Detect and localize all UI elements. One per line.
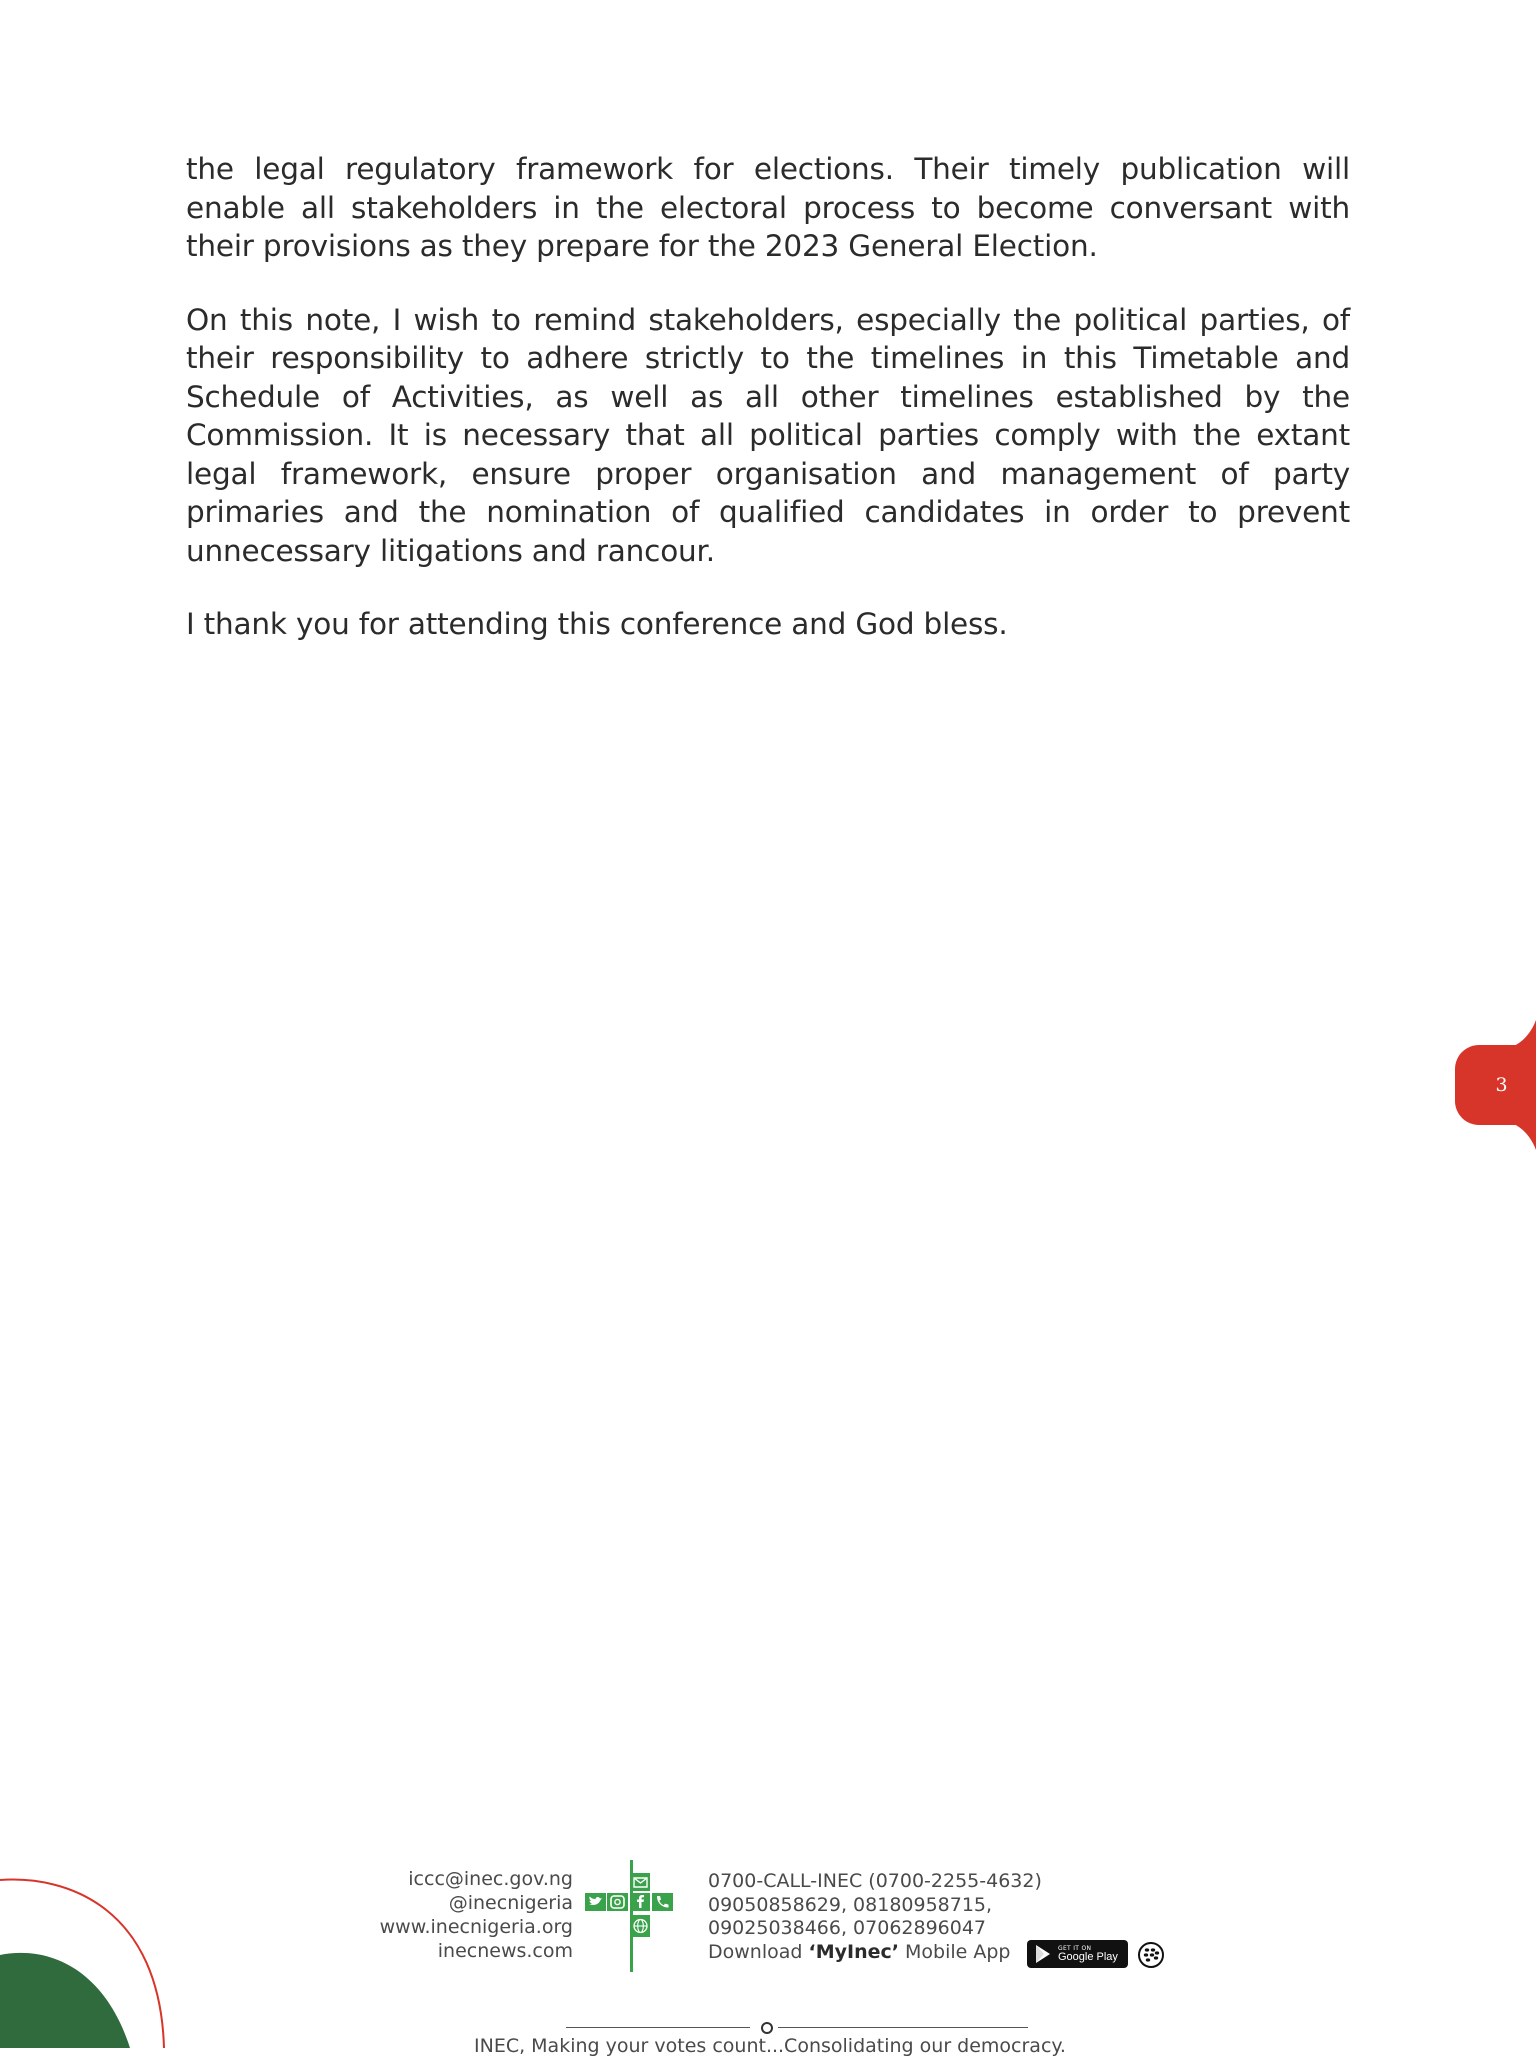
app-name: ‘MyInec’ xyxy=(808,1940,899,1963)
page-number: 3 xyxy=(1495,1074,1508,1096)
google-play-small-text: GET IT ON xyxy=(1058,1944,1092,1952)
footer-handle: @inecnigeria xyxy=(448,1892,573,1914)
footer-tagline: INEC, Making your votes count...Consolidating our democracy. xyxy=(474,2035,1066,2057)
footer-website: www.inecnigeria.org xyxy=(379,1916,573,1938)
paragraph-3: I thank you for attending this conference and God bless. xyxy=(186,607,1008,641)
footer-download xyxy=(708,1941,1042,1965)
footer-phones-1: 09050858629, 08180958715, xyxy=(708,1893,993,1916)
footer-news: inecnews.com xyxy=(437,1940,573,1962)
tagline-rule-left xyxy=(566,2027,750,2028)
document-body xyxy=(186,150,1350,679)
footer-contacts-right xyxy=(708,1870,1042,1964)
download-suffix: Mobile App xyxy=(898,1940,1011,1963)
footer-hotline: 0700-CALL-INEC (0700-2255-4632) xyxy=(708,1870,1042,1892)
globe-icon xyxy=(631,1915,650,1937)
google-play-icon xyxy=(1032,1943,1054,1965)
paragraph-2: On this note, I wish to remind stakeholders, especially the political parties, of their responsibility to adhere strictly to the timelines in this Timetable and Schedule of Activities, as well as all other timelines established by the Commission. It is necessary that all political parties comply with the extant legal framework, ensure proper organisation and management of party primaries and the nomination of qualified candidates in order to prevent unnecessary litigations and rancour. xyxy=(186,302,1350,568)
mail-icon xyxy=(631,1873,650,1891)
download-prefix: Download xyxy=(708,1940,809,1963)
facebook-icon xyxy=(631,1893,650,1911)
corner-decoration xyxy=(0,1860,200,2048)
social-cross xyxy=(583,1860,687,1972)
tagline-rule-right xyxy=(778,2027,1028,2028)
phone-icon xyxy=(652,1893,673,1911)
paragraph-1: the legal regulatory framework for elections. Their timely publication will enable all stakeholders in the electoral process to become conversant with their provisions as they prepare for the 2023 General Election. xyxy=(186,152,1350,263)
blackberry-icon[interactable] xyxy=(1137,1941,1165,1969)
instagram-icon xyxy=(607,1893,628,1911)
google-play-badge[interactable] xyxy=(1027,1940,1128,1968)
footer-contacts-left xyxy=(380,1867,573,1963)
tagline-ring xyxy=(760,2021,774,2035)
footer-email: iccc@inec.gov.ng xyxy=(408,1868,573,1890)
page-tab-flare-bottom xyxy=(1500,1120,1536,1150)
footer-phones-2: 09025038466, 07062896047 xyxy=(708,1917,987,1939)
google-play-text: Google Play xyxy=(1058,1950,1118,1963)
page-number-tab xyxy=(1455,1045,1536,1125)
twitter-icon xyxy=(585,1893,606,1911)
